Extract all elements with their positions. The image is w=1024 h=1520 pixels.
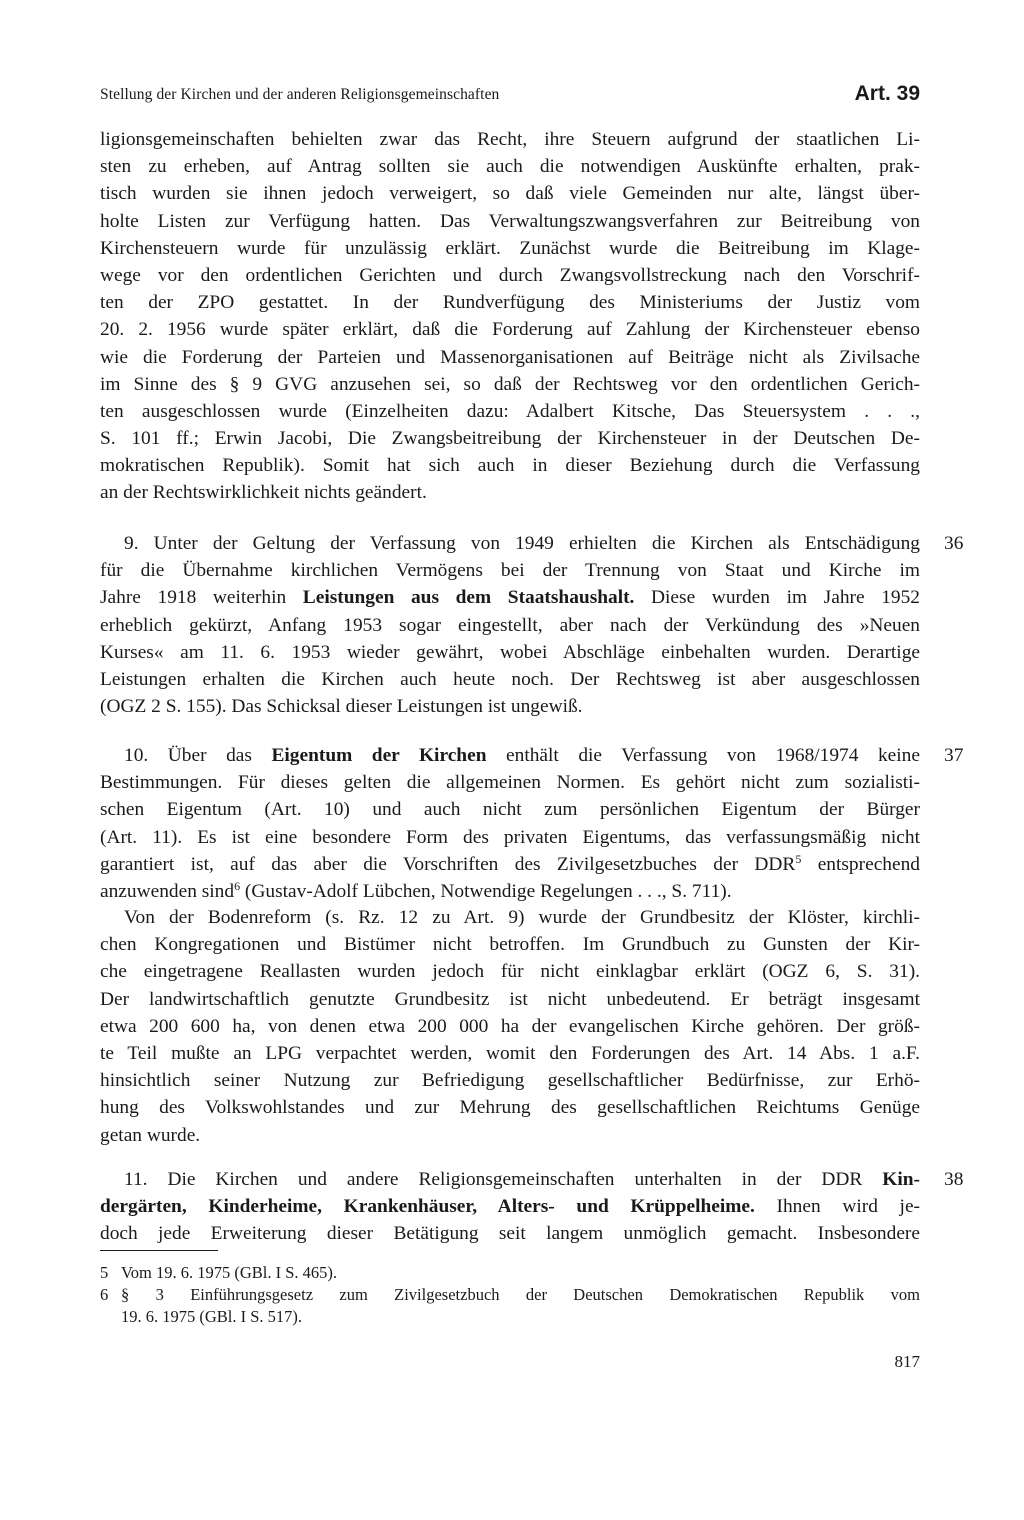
text-line: an der Rechtswirklichkeit nichts geändert. — [100, 482, 427, 504]
margin-number: 38 — [944, 1169, 964, 1190]
footnote-6: 6 § 3 Einführungsgesetz zum Zivilgesetzbuch der Deutschen Demokratischen Republik vom — [100, 1285, 920, 1304]
text-line: mokratischen Republik). Somit hat sich auch in dieser Beziehung durch die Verfassung — [100, 455, 920, 477]
text-line: für die Übernahme kirchlichen Vermögens bei der Trennung von Staat und Kirche im — [100, 560, 920, 582]
text-line: hung des Volkswohlstandes und zur Mehrung des gesellschaftlichen Reichtums Genüge — [100, 1097, 920, 1119]
footnote-5: 5 Vom 19. 6. 1975 (GBl. I S. 465). — [100, 1263, 338, 1282]
running-title: Stellung der Kirchen und der anderen Religionsgemeinschaften — [100, 86, 500, 103]
text-line: wege vor den ordentlichen Gerichten und durch Zwangsvollstreckung nach den Vorschrif- — [100, 264, 920, 286]
text-line: 10. Über das Eigentum der Kirchen enthält die Verfassung von 1968/1974 keine — [124, 745, 920, 766]
text-line: anzuwenden sind$^6$ (Gustav-Adolf Lübchen, Notwendige Regelungen . . ., S. 711). — [100, 878, 732, 902]
text-line: Jahre 1918 weiterhin Leistungen aus dem Staatshaushalt. Diese wurden im Jahre 1952 — [100, 587, 920, 609]
footnotes — [100, 1262, 920, 1328]
text-line: wie die Forderung der Parteien und Massenorganisationen auf Beiträge nicht als Zivilsache — [100, 346, 920, 368]
text-line: (Art. 11). Es ist eine besondere Form des privaten Eigentums, das verfassungsmäßig nicht — [100, 826, 920, 848]
text-line: Bestimmungen. Für dieses gelten die allgemeinen Normen. Es gehört nicht zum sozialisti- — [100, 772, 920, 794]
bold-phrase: Leistungen aus dem Staatshaushalt. — [302, 587, 635, 609]
footnote-6-continued: 19. 6. 1975 (GBl. I S. 517). — [121, 1307, 303, 1326]
text-line: Der landwirtschaftlich genutzte Grundbesitz ist nicht unbedeutend. Er beträgt insgesamt — [100, 988, 920, 1010]
text-line: 9. Unter der Geltung der Verfassung von 1949 erhielten die Kirchen als Entschädigung — [124, 533, 920, 554]
footnote-number: 5 — [100, 1263, 109, 1282]
text-line: Kirchensteuern wurde für unzulässig erklärt. Zunächst wurde die Beitreibung im Klage- — [100, 237, 920, 259]
margin-number: 37 — [944, 745, 964, 766]
bold-phrase: Kin- — [882, 1169, 920, 1190]
text-line: te Teil mußte an LPG verpachtet werden, womit den Forderungen des Art. 14 Abs. 1 a.F. — [100, 1042, 920, 1064]
paragraph-11 — [100, 1166, 920, 1248]
text-line: erheblich gekürzt, Anfang 1953 sogar eingestellt, aber nach der Verkündung des »Neuen — [100, 614, 920, 636]
text-line: S. 101 ff.; Erwin Jacobi, Die Zwangsbeitreibung der Kirchensteuer in der Deutschen De- — [100, 428, 920, 450]
text-line: Leistungen erhalten die Kirchen auch heute noch. Der Rechtsweg ist aber ausgeschlossen — [100, 668, 920, 690]
article-label: Art. 39 — [854, 82, 920, 105]
margin-number: 36 — [944, 533, 964, 554]
text-line: ligionsgemeinschaften behielten zwar das Recht, ihre Steuern aufgrund der staatlichen Li- — [100, 129, 920, 150]
page-number: 817 — [894, 1352, 920, 1371]
footnote-ref: 6 — [234, 878, 241, 893]
text-line: Von der Bodenreform (s. Rz. 12 zu Art. 9) wurde der Grundbesitz der Klöster, kirchli- — [124, 907, 920, 928]
paragraph-10 — [100, 742, 920, 905]
bold-phrase: Eigentum der Kirchen — [271, 745, 487, 766]
footnote-ref: 5 — [795, 851, 802, 866]
paragraph-9 — [100, 530, 920, 720]
text-line: 11. Die Kirchen und andere Religionsgemeinschaften unterhalten in der DDR Kin- — [124, 1169, 920, 1190]
text-line: 20. 2. 1956 wurde später erklärt, daß die Forderung auf Zahlung der Kirchensteuer ebenso — [100, 319, 920, 341]
paragraph-continuation — [100, 126, 920, 507]
text-line: etwa 200 600 ha, von denen etwa 200 000 ha der evangelischen Kirche gehören. Der größ- — [100, 1015, 920, 1037]
text-line: schen Eigentum (Art. 10) und auch nicht zum persönlichen Eigentum der Bürger — [100, 799, 920, 821]
text-line: doch jede Erweiterung dieser Betätigung seit langem unmöglich gemacht. Insbesondere — [100, 1223, 920, 1245]
text-line: Kurses« am 11. 6. 1953 wieder gewährt, wobei Abschläge einbehalten wurden. Derartige — [100, 641, 920, 663]
footnote-rule — [100, 1250, 218, 1251]
text-line: ten ausgeschlossen wurde (Einzelheiten dazu: Adalbert Kitsche, Das Steuersystem . . ., — [100, 400, 920, 422]
text-line: garantiert ist, auf das aber die Vorschriften des Zivilgesetzbuches der DDR$^5$ entsprechend — [100, 851, 920, 875]
paragraph-bodenreform — [100, 904, 920, 1149]
text-line: (OGZ 2 S. 155). Das Schicksal dieser Leistungen ist ungewiß. — [100, 696, 583, 718]
text-line: im Sinne des § 9 GVG anzusehen sei, so daß der Rechtsweg vor den ordentlichen Gerich- — [100, 373, 920, 395]
text-line: hinsichtlich seiner Nutzung zur Befriedigung gesellschaftlicher Bedürfnisse, zur Erhö- — [100, 1070, 920, 1092]
footnote-number: 6 — [100, 1285, 109, 1304]
text-line: chen Kongregationen und Bistümer nicht betroffen. Im Grundbuch zu Gunsten der Kir- — [100, 934, 920, 956]
text-line: ten der ZPO gestattet. In der Rundverfügung des Ministeriums der Justiz vom — [100, 292, 920, 314]
text-line: tisch wurden sie ihnen jedoch verweigert, so daß viele Gemeinden nur alte, längst über- — [100, 183, 920, 205]
text-line: che eingetragene Reallasten wurden jedoch für nicht einklagbar erklärt (OGZ 6, S. 31). — [100, 961, 920, 983]
text-line: getan wurde. — [100, 1124, 201, 1146]
text-line: dergärten, Kinderheime, Krankenhäuser, Alters- und Krüppelheime. Ihnen wird je- — [100, 1196, 921, 1218]
text-line: holte Listen zur Verfügung hatten. Das Verwaltungszwangsverfahren zur Beitreibung von — [100, 210, 920, 232]
text-line: sten zu erheben, auf Antrag sollten sie auch die notwendigen Auskünfte erhalten, prak- — [100, 156, 920, 178]
running-head — [100, 82, 920, 108]
bold-phrase: dergärten, Kinderheime, Krankenhäuser, Alters- und Krüppelheime. — [100, 1196, 755, 1218]
